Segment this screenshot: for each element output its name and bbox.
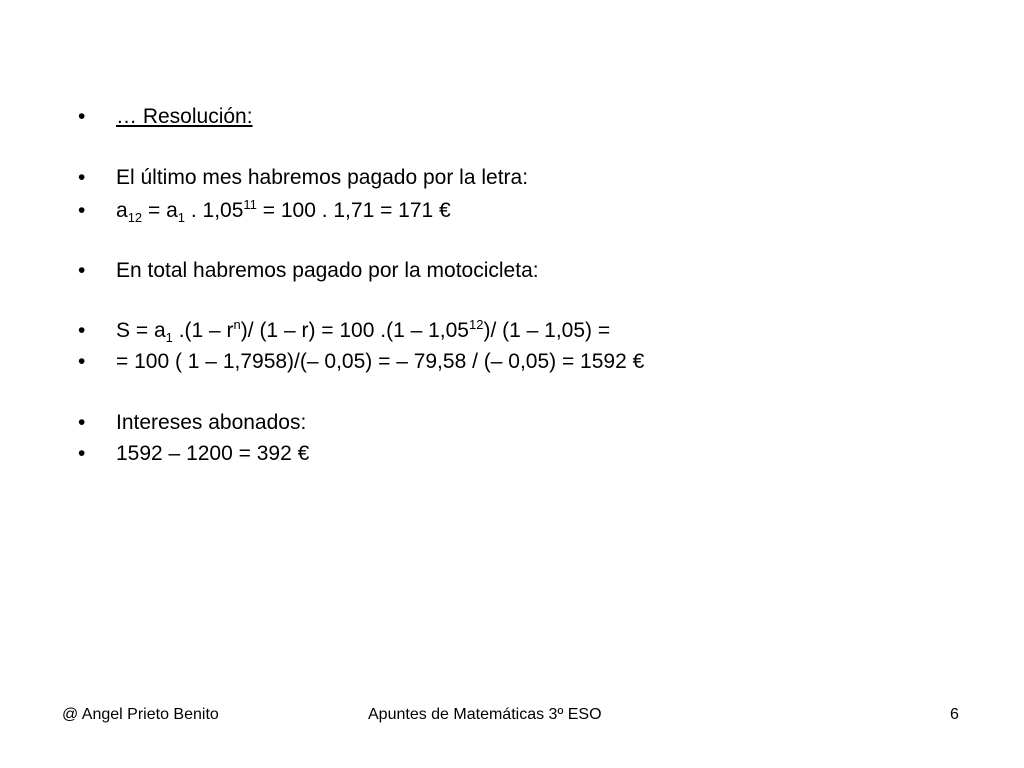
footer-course: Apuntes de Matemáticas 3º ESO: [368, 706, 602, 723]
resolution-heading: … Resolución:: [116, 105, 253, 128]
total-paid-text: En total habremos pagado por la motocicleta:: [116, 259, 539, 282]
bullet-icon: •: [78, 259, 86, 282]
interest-heading: Intereses abonados:: [116, 411, 307, 434]
bullet-icon: •: [78, 166, 86, 189]
bullet-icon: •: [78, 350, 86, 373]
bullet-icon: •: [78, 105, 86, 128]
interest-result: 1592 – 1200 = 392 €: [116, 442, 310, 465]
bullet-icon: •: [78, 199, 86, 222]
sum-formula: $S = a_1$ $.(1 - r^n)/$ (1 – r) = 100 .(1 – 1,05$^{12}$)/ (1 – 1,05) =: [116, 316, 611, 346]
line-total-paid: [78, 256, 539, 286]
footer-page-number: 6: [950, 706, 959, 723]
bullet-icon: •: [78, 319, 86, 342]
bullet-icon: •: [78, 411, 86, 434]
last-month-text: El último mes habremos pagado por la letra:: [116, 166, 529, 189]
line-resolution: [78, 102, 253, 132]
sum-result: = 100 ( 1 – 1,7958)/(– 0,05) = – 79,58 / (– 0,05) = 1592 €: [116, 350, 645, 373]
line-sum-formula: [78, 316, 610, 346]
line-a12-formula: [78, 196, 451, 226]
line-last-month: [78, 163, 528, 193]
line-sum-result: [78, 347, 644, 377]
footer-author: @ Angel Prieto Benito: [62, 706, 219, 723]
line-interest-heading: [78, 408, 306, 438]
line-interest-result: [78, 439, 309, 469]
a12-formula: $a_{12} = a_1$ . $1,05^{11} = 100$ . 1,71 = 171 €: [116, 196, 451, 226]
bullet-icon: •: [78, 442, 86, 465]
